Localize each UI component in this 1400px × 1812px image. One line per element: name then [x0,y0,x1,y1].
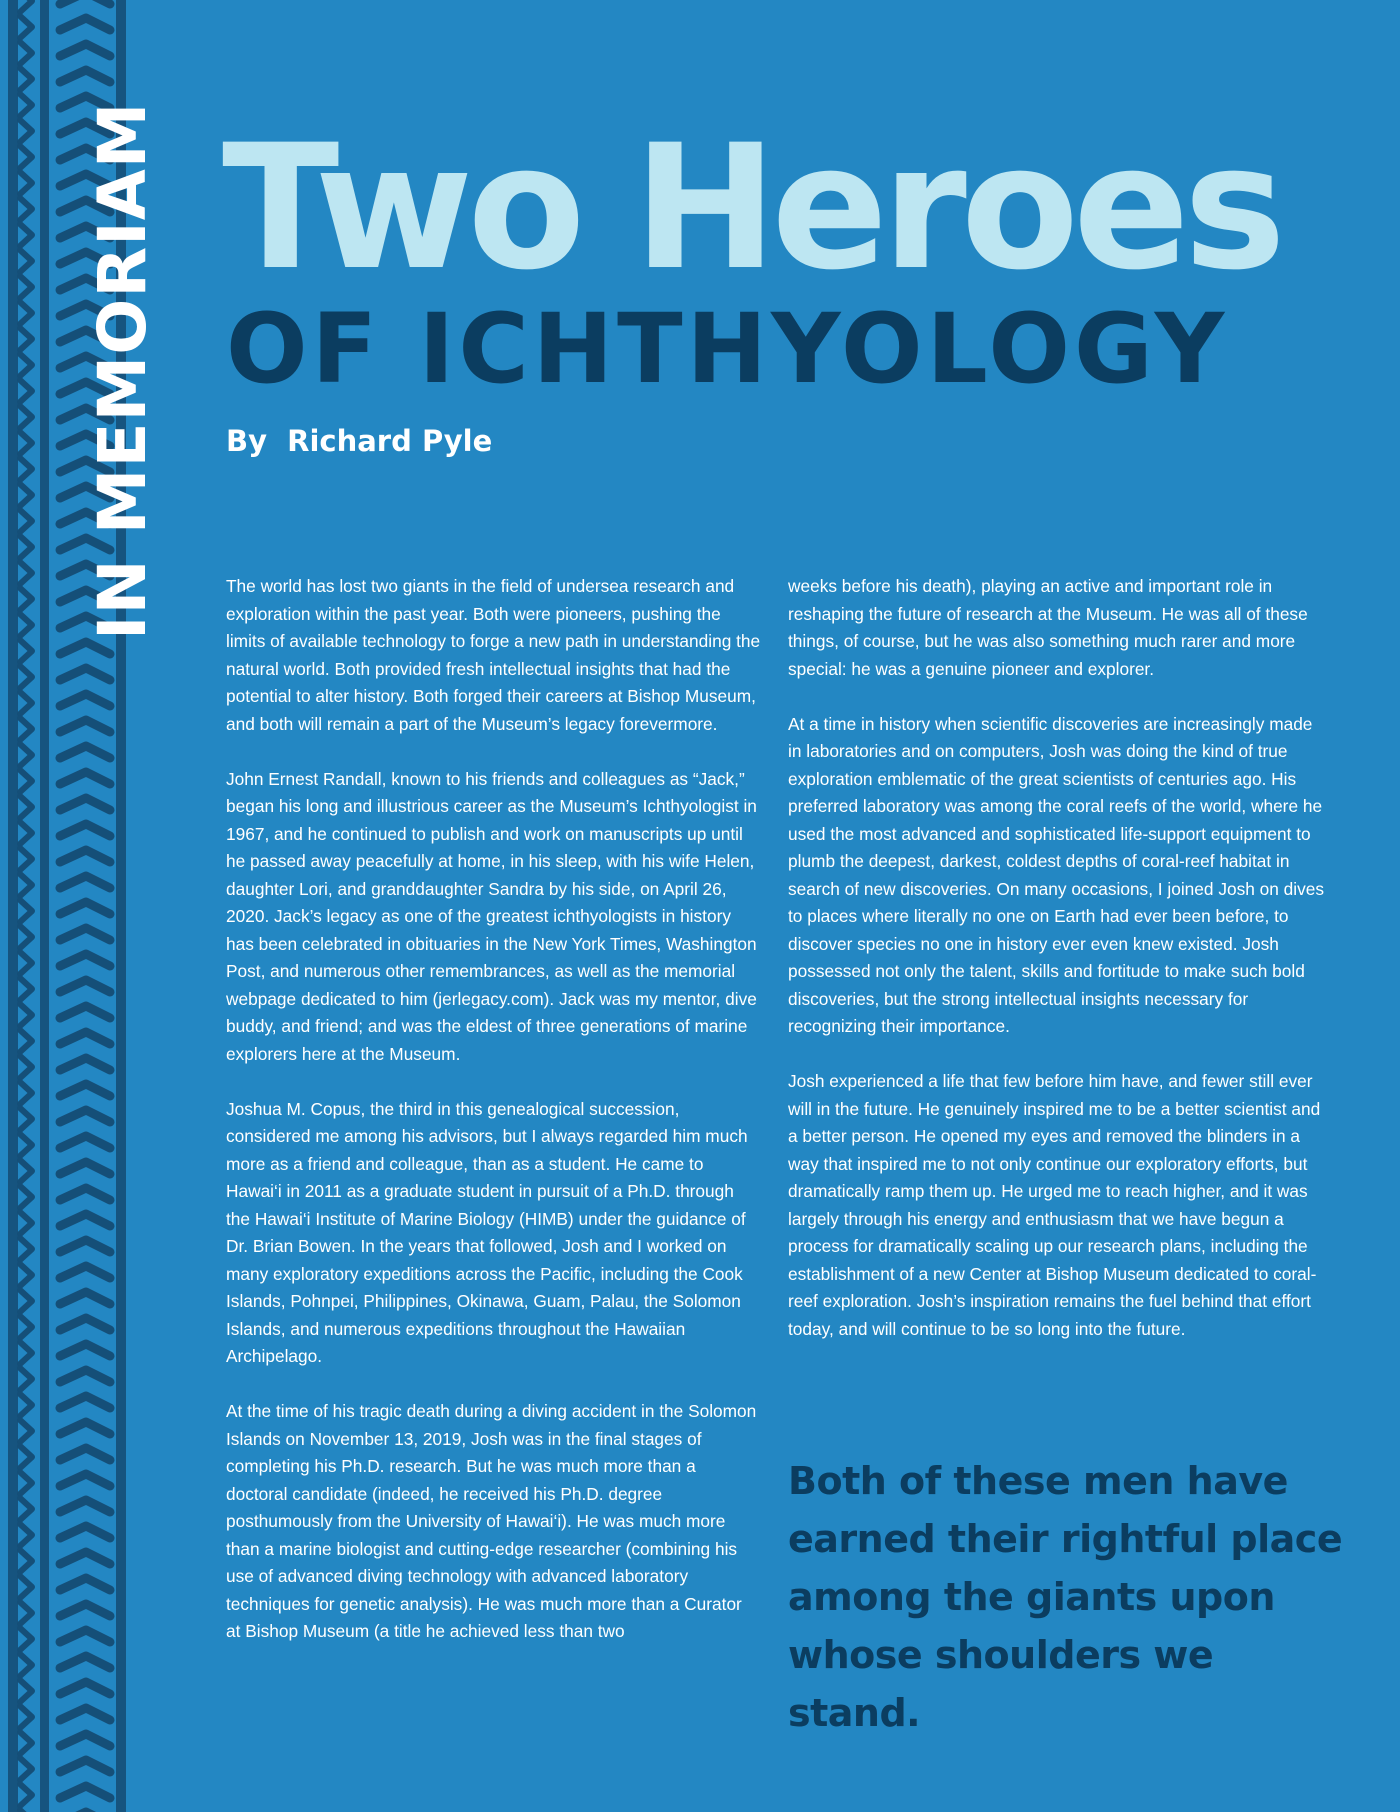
byline [226,424,492,458]
byline-prefix: By [226,424,268,458]
body-paragraph: Josh experienced a life that few before him have, and fewer still ever will in the future. He genuinely inspired me to be a better scientist and a better person. He opened my eyes and removed the blinders in a way that inspired me to not only continue our exploratory efforts, but dramatically ramp them up. He urged me to reach higher, and it was largely through his energy and enthusiasm that we have begun a process for dramatically scaling up our research plans, including the establishment of a new Center at Bishop Museum dedicated to coral-reef exploration. Josh’s inspiration remains the fuel behind that effort today, and will continue to be so long into the future. [788,1071,1321,1339]
article-column-right [788,573,1328,1371]
body-paragraph: The world has lost two giants in the field of undersea research and exploration within the past year. Both were pioneers, pushing the limits of available technology to forge a new path in understanding the natural world. Both provided fresh intellectual insights that had the potential to alter history. Both forged their careers at Bishop Museum, and both will remain a part of the Museum’s legacy forevermore. [226,576,761,734]
author-name: Richard Pyle [287,424,493,458]
article-column-left [226,573,761,1673]
body-paragraph: At the time of his tragic death during a diving accident in the Solomon Islands on November 13, 2019, Josh was in the final stages of completing his Ph.D. research. But he was much more than a doctoral candidate (indeed, he received his Ph.D. degree posthumously from the University of Hawai‘i). He was much more than a marine biologist and cutting-edge researcher (combining his use of advanced diving technology with advanced laboratory techniques for genetic analysis). He was much more than a Curator at Bishop Museum (a title he achieved less than two [226,1401,757,1641]
body-paragraph: At a time in history when scientific discoveries are increasingly made in laboratories and on computers, Josh was doing the kind of true exploration emblematic of the great scientists of centuries ago. His preferred laboratory was among the coral reefs of the world, where he used the most advanced and sophisticated life-support equipment to plumb the deepest, darkest, coldest depths of coral-reef habitat in search of new discoveries. On many occasions, I joined Josh on dives to places where literally no one on Earth had ever been before, to discover species no one in history ever even knew existed. Josh possessed not only the talent, skills and fortitude to make such bold discoveries, but the strong intellectual insights necessary for recognizing their importance. [788,713,1324,1036]
pull-quote: Both of these men have earned their rightful place among the giants upon whose shoulders we stand. [788,1459,1343,1735]
body-paragraph: Joshua M. Copus, the third in this genealogical succession, considered me among his advisors, but I always regarded him much more as a friend and colleague, than as a student. He came to Hawai‘i in 2011 as a graduate student in pursuit of a Ph.D. through the Hawai‘i Institute of Marine Biology (HIMB) under the guidance of Dr. Brian Bowen. In the years that followed, Josh and I worked on many exploratory expeditions across the Pacific, including the Cook Islands, Pohnpei, Philippines, Okinawa, Guam, Palau, the Solomon Islands, and numerous expeditions throughout the Hawaiian Archipelago. [226,1098,748,1366]
body-paragraph: weeks before his death), playing an active and important role in reshaping the future of research at the Museum. He was all of these things, of course, but he was also something much rarer and more special: he was a genuine pioneer and explorer. [788,576,1308,679]
page-title: Two Heroes [222,107,1280,308]
page-subtitle: OF ICHTHYOLOGY [226,293,1229,405]
section-label: IN MEMORIAM [84,101,161,640]
body-paragraph: John Ernest Randall, known to his friends and colleagues as “Jack,” began his long and illustrious career as the Museum’s Ichthyologist in 1967, and he continued to publish and work on manuscripts up until he passed away peacefully at home, in his sleep, with his wife Helen, daughter Lori, and granddaughter Sandra by his side, on April 26, 2020. Jack’s legacy as one of the greatest ichthyologists in history has been celebrated in obituaries in the New York Times, Washington Post, and numerous other remembrances, as well as the memorial webpage dedicated to him (jerlegacy.com). Jack was my mentor, dive buddy, and friend; and was the eldest of three generations of marine explorers here at the Museum. [226,768,757,1064]
